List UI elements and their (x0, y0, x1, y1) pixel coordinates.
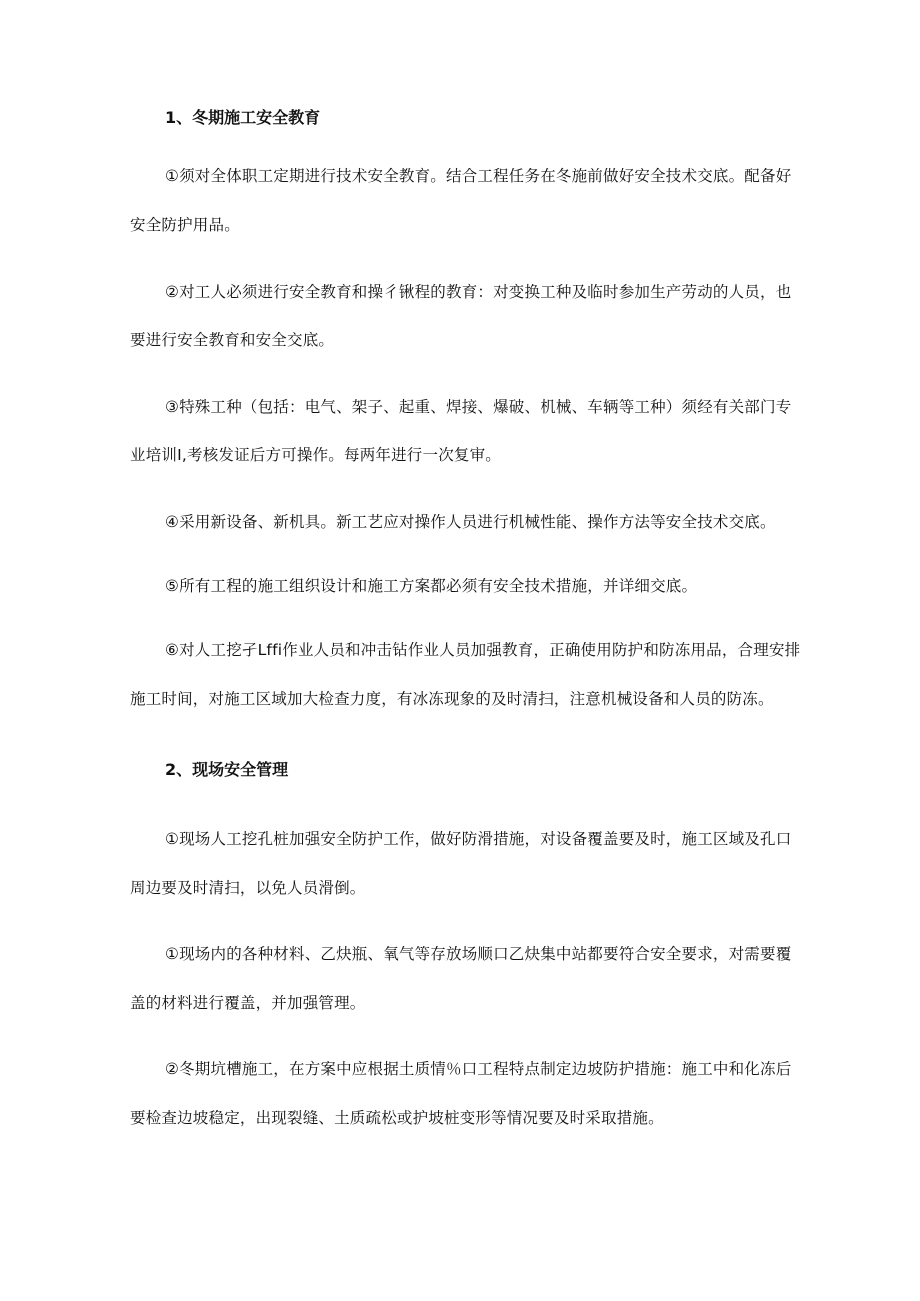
paragraph-line: 安全防护用品。 (130, 216, 240, 234)
paragraph-line: ⑥对人工挖孑Lffi作业人员和冲击钻作业人员加强教育，正确使用防护和防冻用品，合理安排 (165, 641, 801, 659)
paragraph-line: ②冬期坑槽施工，在方案中应根据土质情％口工程特点制定边坡防护措施：施工中和化冻后 (165, 1060, 792, 1078)
section-heading-site-safety-management: 2、现场安全管理 (165, 760, 289, 779)
paragraph-line: 要进行安全教育和安全交底。 (130, 331, 335, 349)
paragraph-line: ③特殊工种（包括：电气、架子、起重、焊接、爆破、机械、车辆等工种）须经有关部门专 (165, 398, 792, 416)
paragraph-line: 施工时间，对施工区域加大检查力度，有冰冻现象的及时清扫，注意机械设备和人员的防冻。 (130, 690, 774, 708)
paragraph-line: ⑤所有工程的施工组织设计和施工方案都必须有安全技术措施，并详细交底。 (165, 577, 698, 595)
paragraph-line: 业培训Ⅰ,考核发证后方可操作。每两年进行一次复审。 (130, 446, 501, 464)
paragraph-line: ①现场内的各种材料、乙炔瓶、氧气等存放场顺口乙炔集中站都要符合安全要求，对需要覆 (165, 945, 792, 963)
paragraph-line: ④采用新设备、新机具。新工艺应对操作人员进行机械性能、操作方法等安全技术交底。 (165, 513, 776, 531)
paragraph-line: ①现场人工挖孔桩加强安全防护工作，做好防滑措施，对设备覆盖要及时，施工区域及孔口 (165, 830, 792, 848)
paragraph-line: 盖的材料进行覆盖，并加强管理。 (130, 994, 366, 1012)
paragraph-line: 周边要及时清扫，以免人员滑倒。 (130, 879, 366, 897)
paragraph-line: 要检查边坡稳定，出现裂缝、土质疏松或护坡桩变形等情况要及时采取措施。 (130, 1109, 664, 1127)
section-heading-winter-safety-education: 1、冬期施工安全教育 (165, 108, 321, 127)
paragraph-line: ①须对全体职工定期进行技术安全教育。结合工程任务在冬施前做好安全技术交底。配备好 (165, 167, 792, 185)
paragraph-line: ②对工人必须进行安全教育和操彳锹程的教育：对变换工种及临时参加生产劳动的人员，也 (165, 283, 792, 301)
